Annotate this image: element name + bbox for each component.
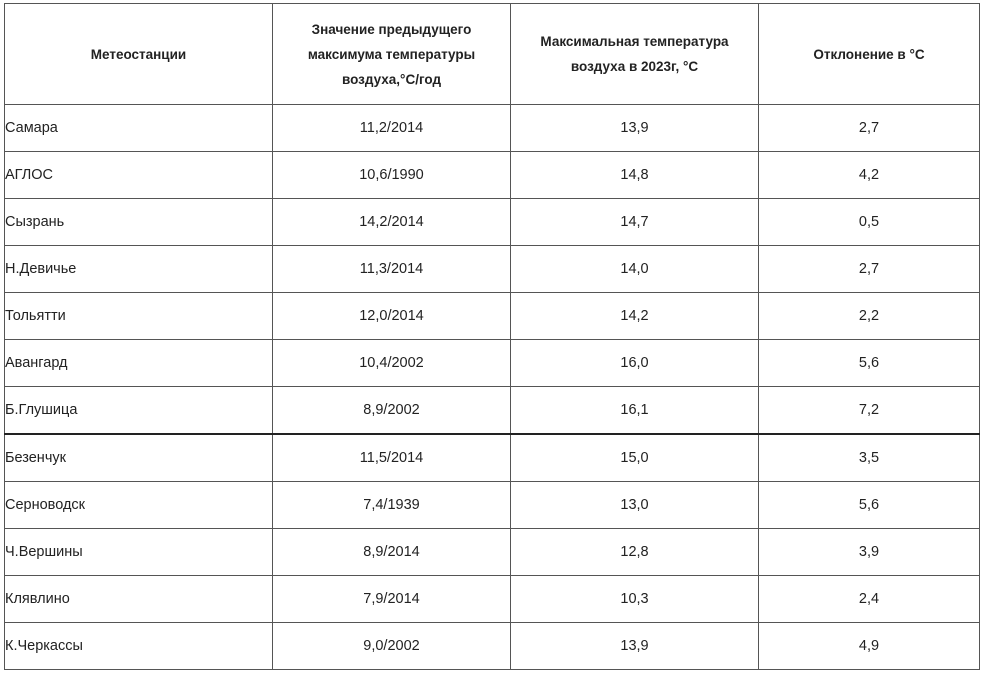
max-2023-cell: 16,1: [511, 387, 759, 435]
deviation-cell: 2,7: [759, 246, 980, 293]
station-cell: Серноводск: [5, 482, 273, 529]
station-cell: Клявлино: [5, 576, 273, 623]
table-row: [5, 246, 980, 293]
deviation-cell: 5,6: [759, 482, 980, 529]
deviation-cell: 3,5: [759, 434, 980, 482]
header-station: Метеостанции: [5, 4, 273, 105]
station-cell: Н.Девичье: [5, 246, 273, 293]
table-row: [5, 293, 980, 340]
previous-max-cell: 7,9/2014: [273, 576, 511, 623]
previous-max-cell: 12,0/2014: [273, 293, 511, 340]
previous-max-cell: 8,9/2014: [273, 529, 511, 576]
previous-max-cell: 14,2/2014: [273, 199, 511, 246]
max-2023-cell: 14,2: [511, 293, 759, 340]
max-2023-cell: 12,8: [511, 529, 759, 576]
max-2023-cell: 14,8: [511, 152, 759, 199]
station-cell: Тольятти: [5, 293, 273, 340]
previous-max-cell: 10,6/1990: [273, 152, 511, 199]
table-row: [5, 623, 980, 670]
header-max-2023: Максимальная температура воздуха в 2023г, °С: [511, 4, 759, 105]
temperature-table: [4, 3, 980, 670]
deviation-cell: 7,2: [759, 387, 980, 435]
previous-max-cell: 11,3/2014: [273, 246, 511, 293]
station-cell: Сызрань: [5, 199, 273, 246]
deviation-cell: 4,9: [759, 623, 980, 670]
table-row: [5, 340, 980, 387]
previous-max-cell: 7,4/1939: [273, 482, 511, 529]
table-row: [5, 105, 980, 152]
max-2023-cell: 16,0: [511, 340, 759, 387]
station-cell: Безенчук: [5, 434, 273, 482]
previous-max-cell: 10,4/2002: [273, 340, 511, 387]
table-row: [5, 529, 980, 576]
previous-max-cell: 8,9/2002: [273, 387, 511, 435]
header-previous-max: Значение предыдущего максимума температуры воздуха,°С/год: [273, 4, 511, 105]
max-2023-cell: 15,0: [511, 434, 759, 482]
deviation-cell: 5,6: [759, 340, 980, 387]
station-cell: Б.Глушица: [5, 387, 273, 435]
station-cell: К.Черкассы: [5, 623, 273, 670]
max-2023-cell: 13,9: [511, 105, 759, 152]
deviation-cell: 4,2: [759, 152, 980, 199]
deviation-cell: 2,7: [759, 105, 980, 152]
deviation-cell: 0,5: [759, 199, 980, 246]
table-row: [5, 387, 980, 435]
table-row: [5, 576, 980, 623]
max-2023-cell: 14,7: [511, 199, 759, 246]
deviation-cell: 3,9: [759, 529, 980, 576]
table-row: [5, 152, 980, 199]
max-2023-cell: 14,0: [511, 246, 759, 293]
deviation-cell: 2,4: [759, 576, 980, 623]
table-row: [5, 199, 980, 246]
max-2023-cell: 13,0: [511, 482, 759, 529]
header-row: [5, 4, 980, 105]
station-cell: АГЛОС: [5, 152, 273, 199]
station-cell: Самара: [5, 105, 273, 152]
previous-max-cell: 11,2/2014: [273, 105, 511, 152]
station-cell: Авангард: [5, 340, 273, 387]
max-2023-cell: 10,3: [511, 576, 759, 623]
table-row: [5, 434, 980, 482]
deviation-cell: 2,2: [759, 293, 980, 340]
header-deviation: Отклонение в °С: [759, 4, 980, 105]
previous-max-cell: 9,0/2002: [273, 623, 511, 670]
station-cell: Ч.Вершины: [5, 529, 273, 576]
previous-max-cell: 11,5/2014: [273, 434, 511, 482]
max-2023-cell: 13,9: [511, 623, 759, 670]
table-row: [5, 482, 980, 529]
